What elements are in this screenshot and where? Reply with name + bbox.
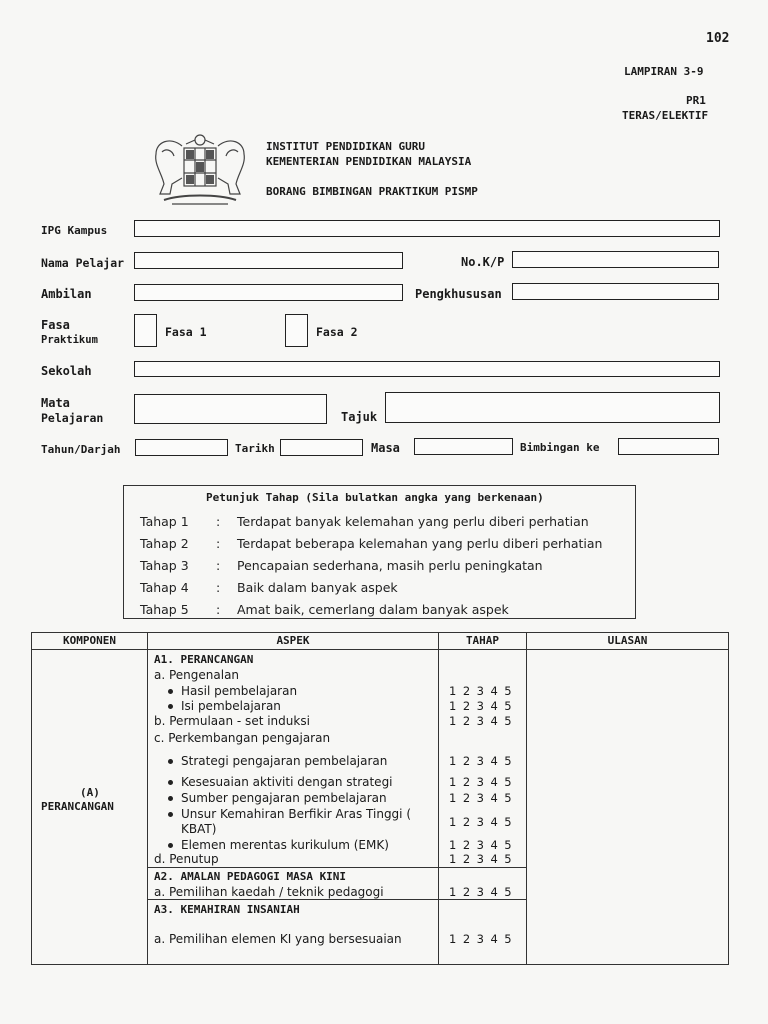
ipg-kampus-field[interactable] xyxy=(134,220,720,237)
guide-level: Tahap 5 xyxy=(140,602,189,617)
pengkhususan-label: Pengkhususan xyxy=(415,287,502,301)
guide-title: Petunjuk Tahap (Sila bulatkan angka yang berkenaan) xyxy=(206,491,544,504)
tajuk-field[interactable] xyxy=(385,392,720,423)
nama-pelajar-field[interactable] xyxy=(134,252,403,269)
bullet-icon xyxy=(168,843,173,848)
guide-desc: Terdapat beberapa kelemahan yang perlu diberi perhatian xyxy=(237,536,603,551)
a3-item: a. Pemilihan elemen KI yang bersesuaian xyxy=(154,932,402,946)
no-kp-field[interactable] xyxy=(512,251,719,268)
a1-item: Sumber pengajaran pembelajaran xyxy=(181,791,387,805)
a3-aspek-cell xyxy=(148,900,439,965)
a1-title: A1. PERANCANGAN xyxy=(154,653,254,666)
a1-item: Kesesuaian aktiviti dengan strategi xyxy=(181,775,393,789)
tarikh-field[interactable] xyxy=(280,439,363,456)
pengkhususan-field[interactable] xyxy=(512,283,719,300)
no-kp-label: No.K/P xyxy=(461,255,505,269)
a2-aspek-cell xyxy=(148,868,439,900)
header-komponen: KOMPONEN xyxy=(32,633,148,650)
a1-item: a. Pengenalan xyxy=(154,668,240,682)
rating-scale[interactable]: 12345 xyxy=(449,791,519,805)
bullet-icon xyxy=(168,796,173,801)
a1-item: b. Permulaan - set induksi xyxy=(154,714,310,728)
a2-title: A2. AMALAN PEDAGOGI MASA KINI xyxy=(154,870,347,883)
rating-scale[interactable]: 12345 xyxy=(449,885,519,899)
guide-sep: : xyxy=(216,558,221,573)
a1-item: Isi pembelajaran xyxy=(181,699,281,713)
a3-title: A3. KEMAHIRAN INSANIAH xyxy=(154,903,300,916)
ipg-kampus-label: IPG Kampus xyxy=(41,224,108,237)
bullet-icon xyxy=(168,759,173,764)
sekolah-label: Sekolah xyxy=(41,364,92,378)
bullet-icon xyxy=(168,689,173,694)
form-category: TERAS/ELEKTIF xyxy=(622,109,709,122)
bullet-icon xyxy=(168,704,173,709)
rating-scale[interactable]: 12345 xyxy=(449,852,519,866)
nama-pelajar-label: Nama Pelajar xyxy=(41,256,125,270)
guide-sep: : xyxy=(216,580,221,595)
komponen-cell xyxy=(32,650,148,965)
guide-desc: Baik dalam banyak aspek xyxy=(237,580,398,595)
masa-label: Masa xyxy=(371,441,400,455)
fasa2-label: Fasa 2 xyxy=(316,325,358,339)
rating-scale[interactable]: 12345 xyxy=(449,699,519,713)
tahun-darjah-field[interactable] xyxy=(135,439,228,456)
guide-level: Tahap 1 xyxy=(140,514,189,529)
rating-scale[interactable]: 12345 xyxy=(449,684,519,698)
ministry-name: KEMENTERIAN PENDIDIKAN MALAYSIA xyxy=(266,155,472,168)
sekolah-field[interactable] xyxy=(134,361,720,377)
tahun-darjah-label: Tahun/Darjah xyxy=(41,443,121,456)
bullet-icon xyxy=(168,812,173,817)
a2-item: a. Pemilihan kaedah / teknik pedagogi xyxy=(154,885,384,899)
komponen-code: (A) xyxy=(80,786,100,799)
bullet-icon xyxy=(168,780,173,785)
a1-item: Unsur Kemahiran Berfikir Aras Tinggi ( xyxy=(181,807,412,821)
fasa1-checkbox[interactable] xyxy=(134,314,157,347)
rating-scale[interactable]: 12345 xyxy=(449,815,519,829)
a3-tahap-cell xyxy=(439,900,527,965)
form-code: PR1 xyxy=(686,94,706,107)
tarikh-label: Tarikh xyxy=(235,442,275,455)
masa-field[interactable] xyxy=(414,438,513,455)
guide-desc: Terdapat banyak kelemahan yang perlu diberi perhatian xyxy=(237,514,589,529)
ulasan-cell[interactable] xyxy=(527,650,729,965)
rating-scale[interactable]: 12345 xyxy=(449,838,519,852)
guide-level: Tahap 4 xyxy=(140,580,189,595)
fasa1-label: Fasa 1 xyxy=(165,325,207,339)
a1-item: d. Penutup xyxy=(154,852,219,866)
bimbingan-ke-field[interactable] xyxy=(618,438,719,455)
ambilan-label: Ambilan xyxy=(41,287,92,301)
page-number: 102 xyxy=(706,31,730,46)
mata-pelajaran-field[interactable] xyxy=(134,394,327,424)
a1-item: c. Perkembangan pengajaran xyxy=(154,731,331,745)
ambilan-field[interactable] xyxy=(134,284,403,301)
rating-scale[interactable]: 12345 xyxy=(449,775,519,789)
guide-desc: Pencapaian sederhana, masih perlu peningkatan xyxy=(237,558,543,573)
lampiran-label: LAMPIRAN 3-9 xyxy=(624,65,704,78)
a1-item: Strategi pengajaran pembelajaran xyxy=(181,754,388,768)
coat-of-arms-logo xyxy=(142,128,258,210)
header-tahap: TAHAP xyxy=(439,633,527,650)
pelajaran-label: Pelajaran xyxy=(41,411,104,425)
guide-level: Tahap 3 xyxy=(140,558,189,573)
header-aspek: ASPEK xyxy=(148,633,439,650)
rating-scale[interactable]: 12345 xyxy=(449,714,519,728)
guide-sep: : xyxy=(216,514,221,529)
institute-name: INSTITUT PENDIDIKAN GURU xyxy=(266,140,425,153)
evaluation-table xyxy=(31,632,729,965)
form-title: BORANG BIMBINGAN PRAKTIKUM PISMP xyxy=(266,185,478,198)
header-ulasan: ULASAN xyxy=(527,633,729,650)
a1-aspek-cell xyxy=(148,650,439,868)
fasa-label: Fasa xyxy=(41,318,70,332)
rating-scale[interactable]: 12345 xyxy=(449,754,519,768)
guide-sep: : xyxy=(216,602,221,617)
mata-label: Mata xyxy=(41,396,70,410)
komponen-name: PERANCANGAN xyxy=(41,800,114,813)
guide-level: Tahap 2 xyxy=(140,536,189,551)
guide-sep: : xyxy=(216,536,221,551)
praktikum-label: Praktikum xyxy=(41,334,98,346)
a1-tahap-cell xyxy=(439,650,527,868)
guide-desc: Amat baik, cemerlang dalam banyak aspek xyxy=(237,602,509,617)
fasa2-checkbox[interactable] xyxy=(285,314,308,347)
bimbingan-ke-label: Bimbingan ke xyxy=(520,441,600,454)
a1-item: Hasil pembelajaran xyxy=(181,684,298,698)
tahap-guide-box xyxy=(123,485,636,619)
tajuk-label: Tajuk xyxy=(341,410,378,424)
a2-tahap-cell xyxy=(439,868,527,900)
rating-scale[interactable]: 12345 xyxy=(449,932,519,946)
a1-item: KBAT) xyxy=(181,822,217,836)
a1-item: Elemen merentas kurikulum (EMK) xyxy=(181,838,389,852)
